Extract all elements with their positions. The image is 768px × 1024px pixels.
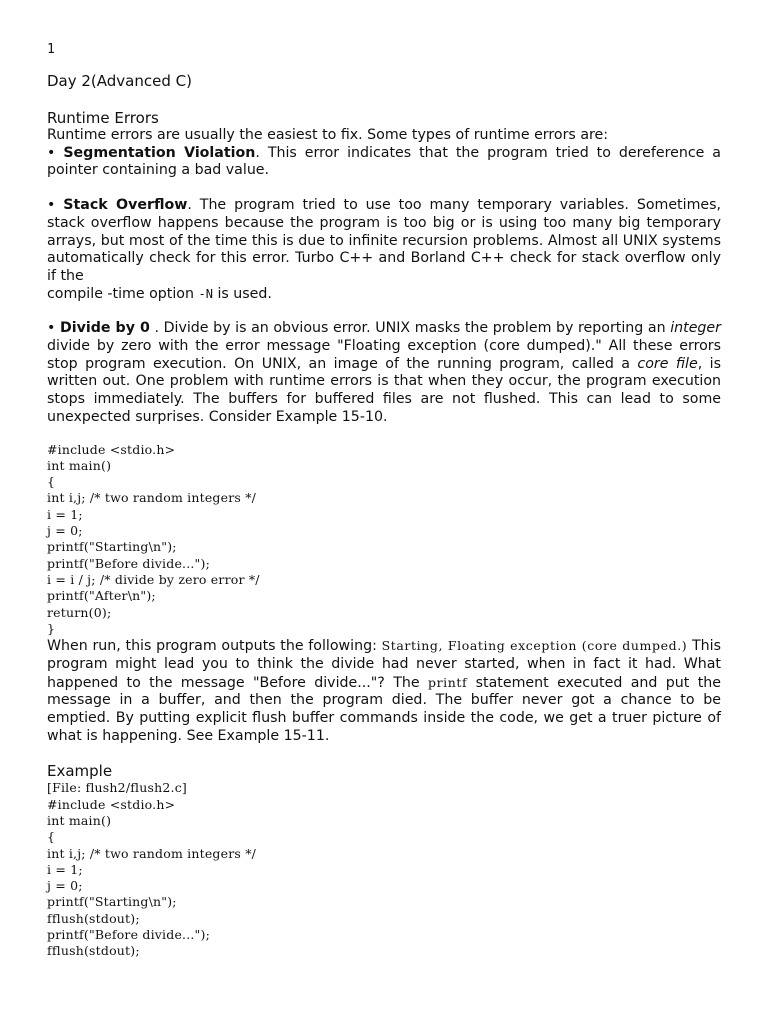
code-line: int main() xyxy=(47,457,112,473)
code-line: i = 1; xyxy=(47,861,83,877)
code-line: i = 1; xyxy=(47,506,83,522)
section-intro: Runtime errors are usually the easiest to fix. Some types of runtime errors are: xyxy=(47,127,609,143)
text: When run, this program outputs the following: xyxy=(47,638,382,655)
item-text: . This error indicates that the program tried to dereference a pointer containing a bad value. xyxy=(47,144,721,179)
code-line: fflush(stdout); xyxy=(47,943,140,959)
emphasis: integer xyxy=(670,320,721,337)
code-line: printf("After\n"); xyxy=(47,588,156,604)
explanation-paragraph xyxy=(47,637,721,745)
text: statement executed and put the message in a buffer, and then the program died. The buffer never got a chance to be emptied. By putting explicit flush buffer commands inside the code, we get a truer picture of what is happening. See Example 15-11. xyxy=(47,674,721,744)
example-heading: Example xyxy=(47,762,113,781)
code-line: i = i / j; /* divide by zero error */ xyxy=(47,571,260,587)
term: Divide by 0 xyxy=(59,320,150,337)
code-line: printf("Starting\n"); xyxy=(47,539,177,555)
code-line: } xyxy=(47,620,56,636)
printf-code: printf xyxy=(427,674,468,690)
code-line: [File: flush2/flush2.c] xyxy=(47,780,187,796)
option-code: -N xyxy=(198,286,213,301)
text: . Divide by is an obvious error. UNIX masks the problem by reporting an xyxy=(149,320,671,337)
text: , is written out. One problem with runtime errors is that when they occur, the program execution stops immediately. The buffers for buffered files are not flushed. This can lead to some unexpected surprises. Consider Example 15-10. xyxy=(47,355,721,425)
code-line: #include <stdio.h> xyxy=(47,796,176,812)
term: Segmentation Violation xyxy=(63,144,256,161)
item-divide-by-zero xyxy=(47,320,721,426)
text: is used. xyxy=(212,285,272,302)
code-line: printf("Before divide..."); xyxy=(47,555,210,571)
code-line: printf("Before divide..."); xyxy=(47,927,210,942)
code-listing-1 xyxy=(47,442,721,638)
section-heading: Runtime Errors xyxy=(47,109,159,127)
code-line: int i,j; /* two random integers */ xyxy=(47,845,257,861)
text: This program might lead you to think the divide had never started, when in fact it had. What happened to the message "Before divide..."? The xyxy=(47,638,721,691)
bullet: • xyxy=(47,320,56,337)
code-line: j = 0; xyxy=(47,523,83,539)
bullet: • xyxy=(47,197,56,214)
code-listing-2 xyxy=(47,780,721,959)
code-line: printf("Starting\n"); xyxy=(47,894,177,910)
item-segmentation-violation xyxy=(47,145,721,180)
code-line: int i,j; /* two random integers */ xyxy=(47,490,257,506)
item-text: . The program tried to use too many temporary variables. Sometimes, stack overflow happens because the program is too big or is using too many big temporary arrays, but most of the time this is due to infinite recursion problems. Almost all UNIX systems automatically check for this error. Turbo C++ and Borland C++ check for stack overflow only if the xyxy=(47,197,722,284)
item-stack-overflow xyxy=(47,197,721,286)
code-line: j = 0; xyxy=(47,878,83,894)
code-line: #include <stdio.h> xyxy=(47,441,176,457)
code-line: { xyxy=(47,474,56,490)
text: divide by zero with the error message "Floating exception (core dumped)." All these errors stop program execution. On UNIX, an image of the running program, called a xyxy=(47,338,721,372)
code-line: fflush(stdout); xyxy=(47,910,140,926)
code-line: { xyxy=(47,829,56,845)
bullet: • xyxy=(47,144,56,161)
document-page xyxy=(47,42,721,960)
compile-option-line xyxy=(47,286,721,304)
code-line: int main() xyxy=(47,812,112,828)
emphasis: core file xyxy=(637,355,698,372)
code-line: return(0); xyxy=(47,604,112,620)
program-output: Starting, Floating exception (core dumped.) xyxy=(381,638,688,654)
document-title: Day 2(Advanced C) xyxy=(47,72,192,90)
text: compile -time option xyxy=(47,285,199,302)
page-number: 1 xyxy=(47,42,55,57)
term: Stack Overflow xyxy=(63,197,188,214)
